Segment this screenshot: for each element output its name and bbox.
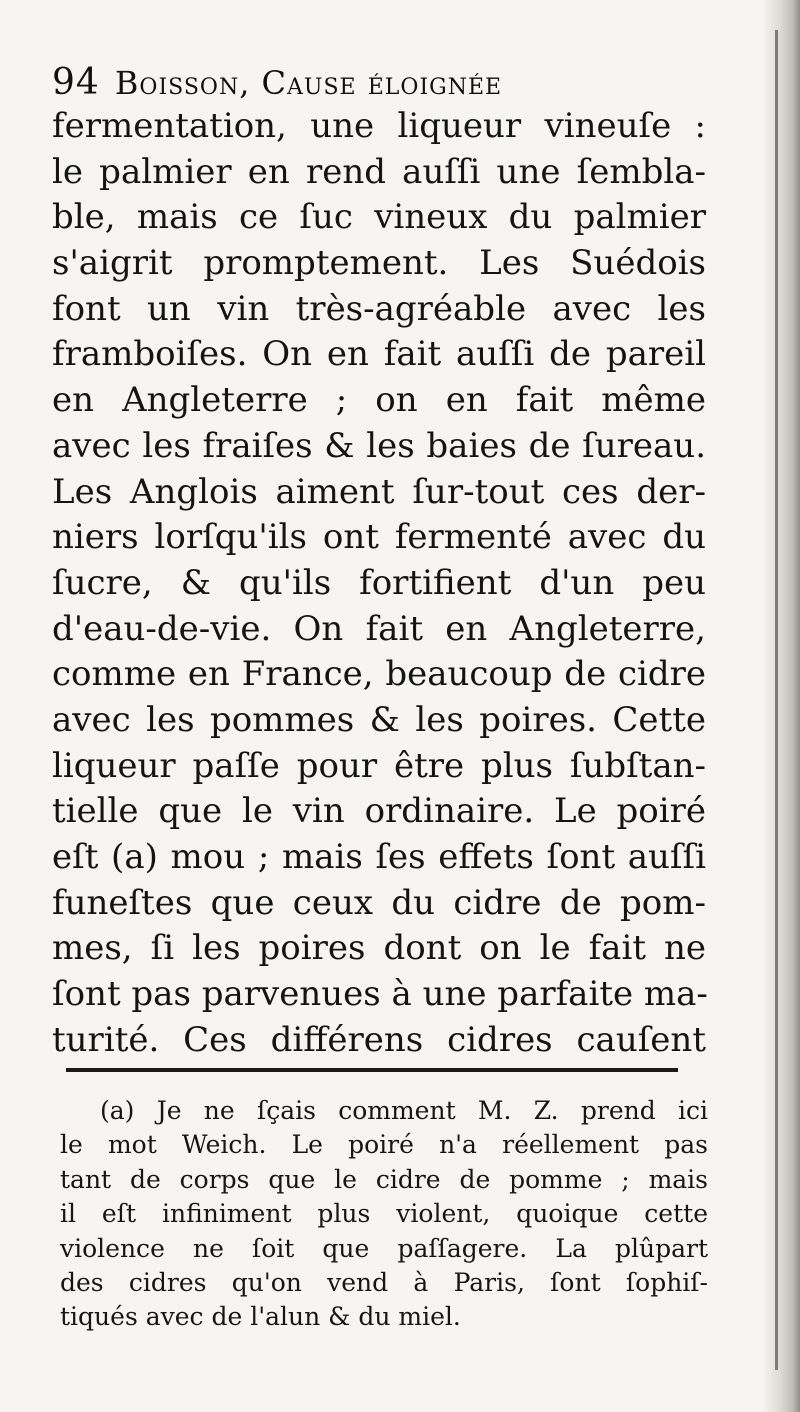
text-line: eſt (a) mou ; mais ſes effets ſont auſſi [52, 837, 706, 877]
text-line: ſucre, & qu'ils fortifient d'un peu [52, 562, 706, 603]
text-line: liqueur paſſe pour être plus ſubſtan- [52, 745, 706, 786]
text-line: le palmier en rend auſſi une ſembla- [52, 151, 706, 192]
text-line: funeſtes que ceux du cidre de pom- [52, 882, 706, 923]
footnote-rule [66, 1068, 678, 1072]
text-line: font un vin très-agréable avec les [52, 288, 706, 329]
footnote-line: tiqués avec de l'alun & du miel. [60, 1302, 461, 1332]
footnote [60, 1094, 708, 1335]
text-line: comme en France, beaucoup de cidre [52, 654, 706, 695]
text-line: turité. Ces différens cidres cauſent [52, 1019, 706, 1060]
text-line: ſont pas parvenues à une parfaite ma- [52, 974, 708, 1015]
text-line: tielle que le vin ordinaire. Le poiré [52, 791, 706, 832]
running-title: Boisson, Cause éloignée [114, 64, 503, 102]
text-line: niers lorſqu'ils ont fermenté avec du [52, 517, 706, 558]
footnote-line: le mot Weich. Le poiré n'a réellement pas [60, 1130, 708, 1160]
text-line: framboiſes. On en fait auſſi de pareil [52, 334, 706, 375]
text-line: avec les pommes & les poires. Cette [52, 699, 706, 740]
page-header [52, 62, 752, 106]
footnote-line: (a) Je ne ſçais comment M. Z. prend ici [100, 1096, 708, 1125]
text-line: fermentation, une liqueur vineuſe : [52, 106, 706, 146]
text-line: Les Anglois aiment ſur-tout ces der- [52, 471, 706, 512]
footnote-line: tant de corps que le cidre de pomme ; mais [60, 1164, 708, 1194]
body-text [52, 104, 706, 1063]
text-line: en Angleterre ; on en fait même [52, 380, 706, 421]
text-line: avec les fraiſes & les baies de ſureau. [52, 425, 706, 466]
gutter-shadow-line [775, 30, 778, 1370]
page-number: 94 [52, 62, 100, 103]
footnote-line: des cidres qu'on vend à Paris, ſont ſophiſ- [60, 1267, 708, 1297]
footnote-line: violence ne ſoit que paſſagere. La plûpart [60, 1233, 708, 1263]
page-gutter [764, 0, 800, 1412]
text-line: s'aigrit promptement. Les Suédois [52, 243, 706, 284]
text-line: d'eau-de-vie. On fait en Angleterre, [52, 608, 706, 649]
text-line: mes, ſi les poires dont on le fait ne [52, 928, 706, 969]
footnote-line: il eſt infiniment plus violent, quoique cette [60, 1199, 708, 1229]
text-line: ble, mais ce ſuc vineux du palmier [52, 197, 706, 238]
